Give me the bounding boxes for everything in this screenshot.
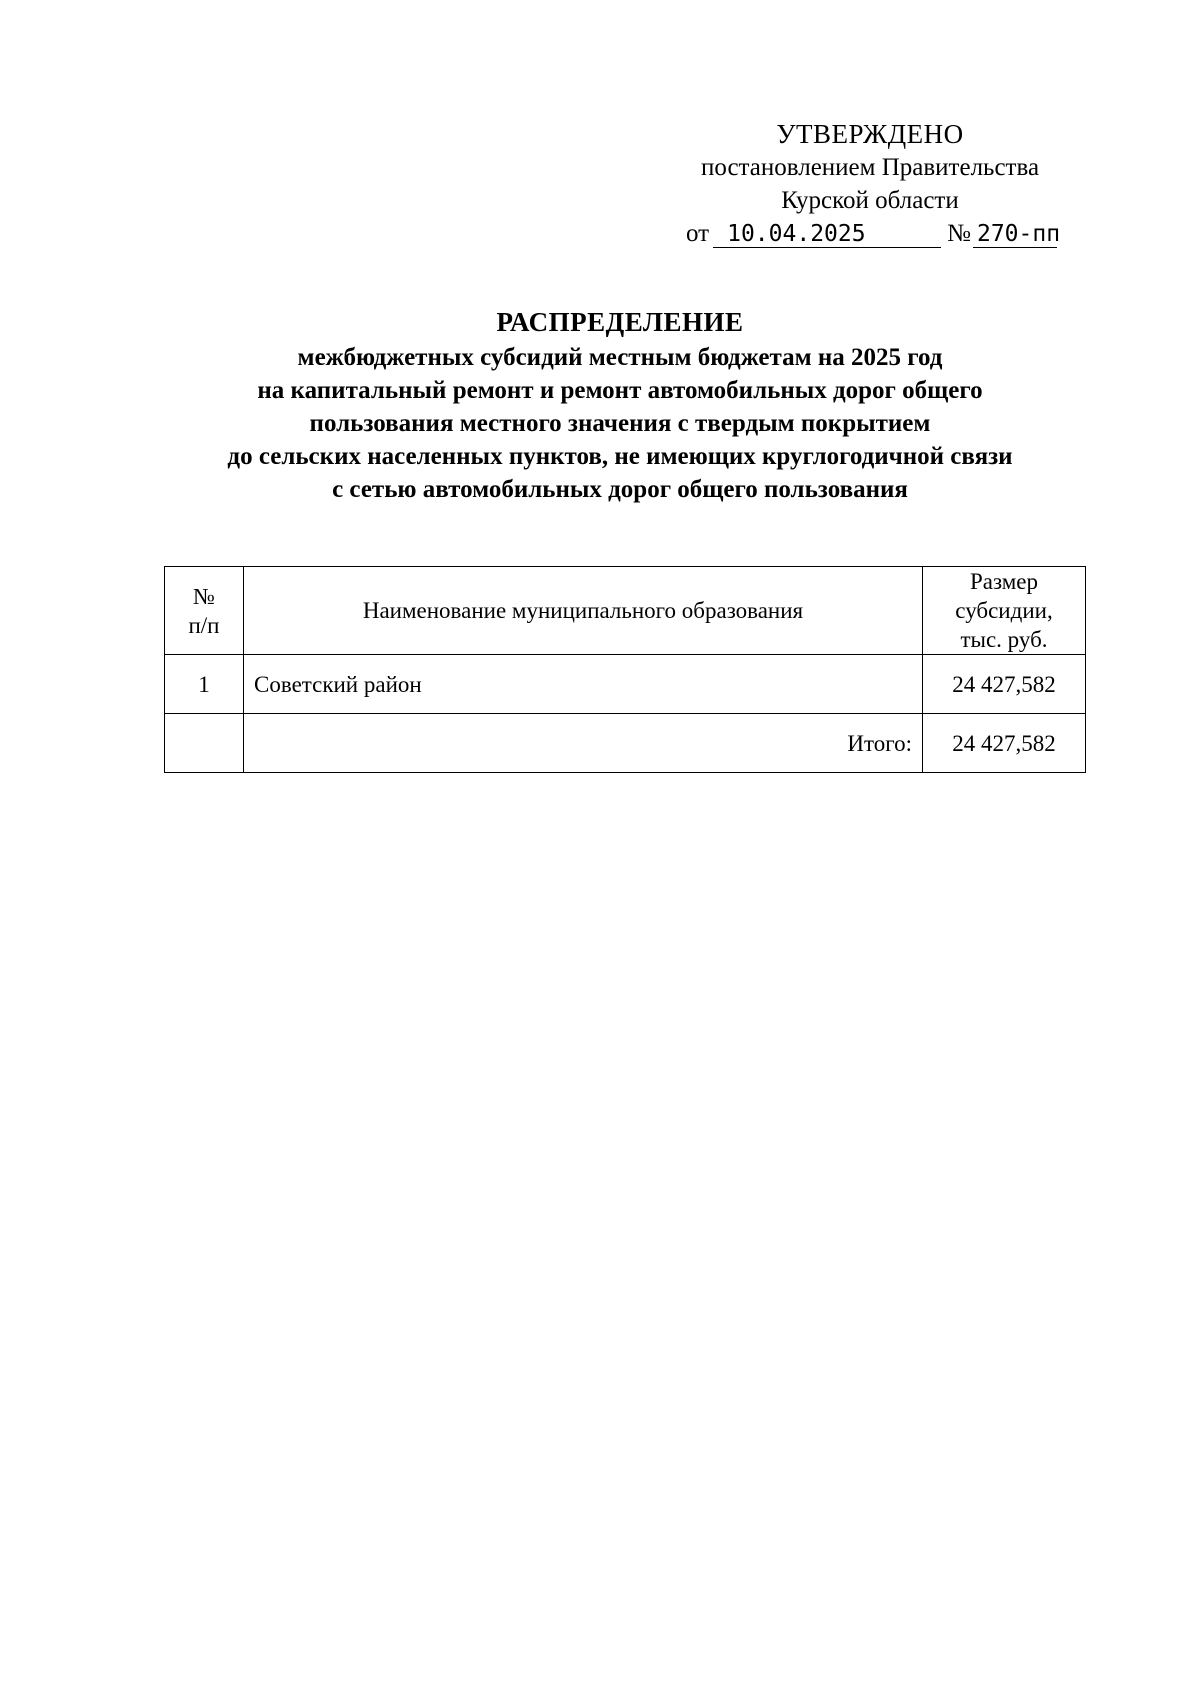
document-heading: [120, 306, 1120, 506]
row-amount: 24 427,582: [923, 655, 1086, 714]
table-header-row: [165, 567, 1086, 655]
heading-line-5: с сетью автомобильных дорог общего пользования: [332, 476, 908, 503]
row-name: Советский район: [244, 655, 923, 714]
approval-line-1: постановлением Правительства: [700, 154, 1040, 181]
approval-line-2: Курской области: [781, 187, 959, 214]
approval-stamp: [660, 118, 1080, 250]
total-amount: 24 427,582: [923, 714, 1086, 773]
header-name: Наименование муниципального образования: [244, 567, 923, 655]
header-num-line-2: п/п: [188, 612, 220, 638]
header-amount: [923, 567, 1086, 655]
subsidy-table: [164, 566, 1086, 773]
date-prefix: от: [686, 220, 710, 247]
heading-line-1: межбюджетных субсидий местным бюджетам на 2025 год: [297, 344, 943, 371]
header-amount-line-3: тыс. руб.: [960, 627, 1048, 652]
decree-number: 270-пп: [973, 221, 1057, 248]
number-prefix: №: [947, 220, 971, 247]
heading-line-3: пользования местного значения с твердым покрытием: [309, 410, 931, 437]
total-num: [165, 714, 244, 773]
heading-line-4: до сельских населенных пунктов, не имеющих круглогодичной связи: [227, 443, 1013, 470]
header-amount-line-2: субсидии,: [955, 598, 1053, 623]
decree-line: [660, 217, 1080, 250]
header-num: [165, 567, 244, 655]
heading-main: РАСПРЕДЕЛЕНИЕ: [496, 307, 744, 337]
decree-date: 10.04.2025: [713, 221, 941, 248]
row-num: 1: [165, 655, 244, 714]
total-label: Итого:: [244, 714, 923, 773]
approval-title: УТВЕРЖДЕНО: [776, 119, 964, 149]
heading-line-2: на капитальный ремонт и ремонт автомобильных дорог общего: [257, 377, 983, 404]
table-total-row: [165, 714, 1086, 773]
table-row: [165, 655, 1086, 714]
header-num-line-1: №: [193, 583, 215, 609]
header-amount-line-1: Размер: [969, 569, 1039, 594]
